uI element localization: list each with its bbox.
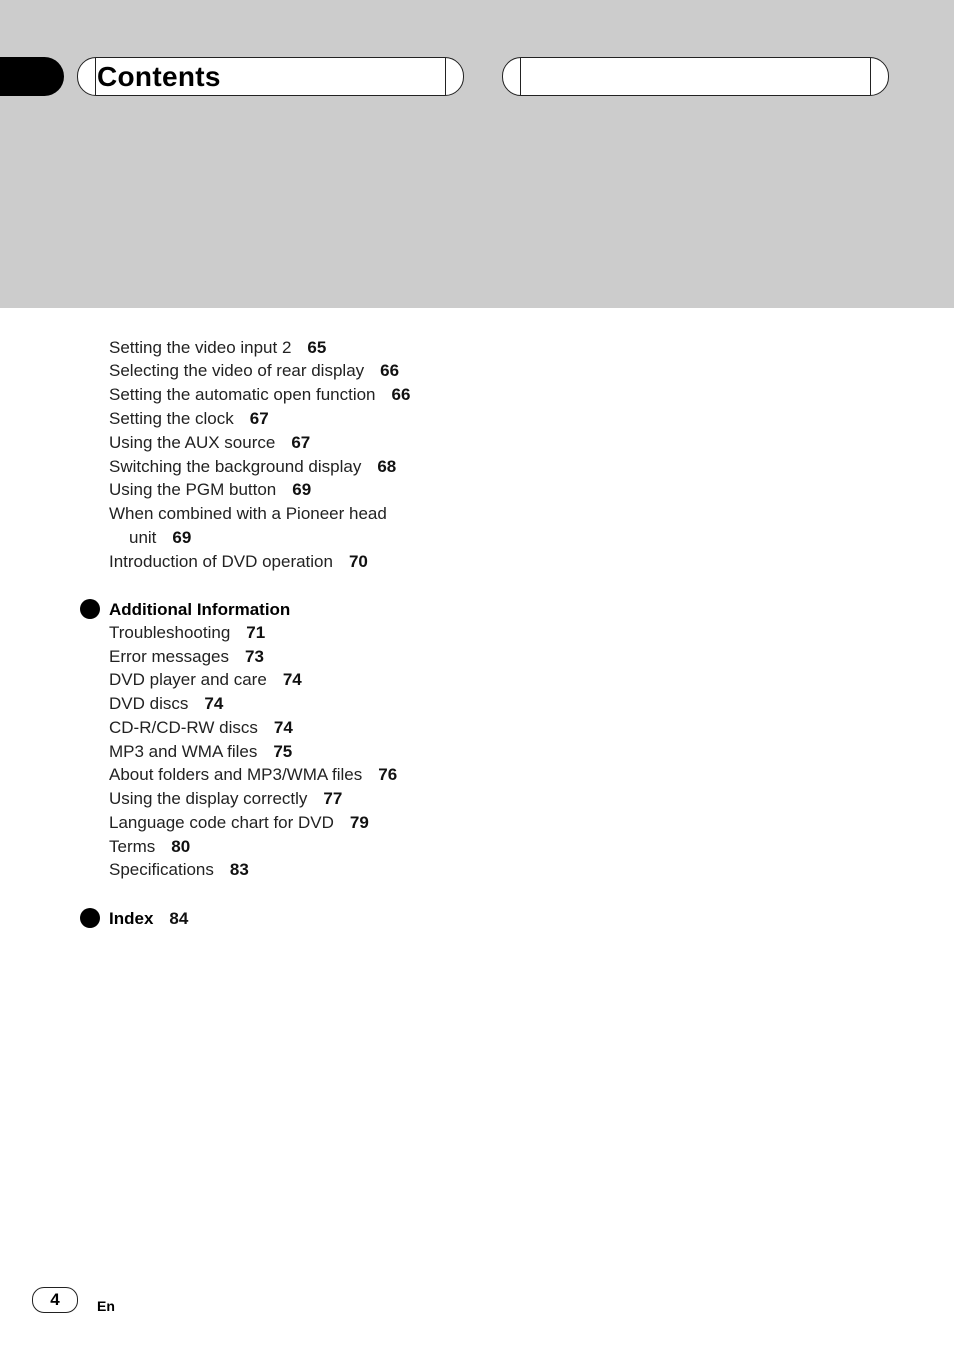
toc-entry[interactable]: DVD player and care 74	[109, 670, 302, 689]
toc-entry[interactable]: Setting the video input 2 65	[109, 338, 327, 357]
section-heading-additional-information[interactable]: Additional Information	[80, 599, 290, 620]
toc-entry[interactable]: Specifications 83	[109, 860, 249, 879]
toc-entry[interactable]: Introduction of DVD operation 70	[109, 552, 368, 571]
toc-entry[interactable]: About folders and MP3/WMA files 76	[109, 765, 398, 784]
title-box-right-rule	[445, 58, 446, 95]
toc-entry[interactable]: When combined with a Pioneer head	[109, 504, 387, 523]
header-band	[0, 0, 954, 308]
toc-entry[interactable]: Using the PGM button 69	[109, 480, 312, 499]
section-tab-marker	[0, 57, 64, 96]
toc-entry[interactable]: Using the display correctly 77	[109, 789, 343, 808]
toc-entry[interactable]: Terms 80	[109, 837, 191, 856]
toc-entry[interactable]: CD-R/CD-RW discs 74	[109, 718, 293, 737]
toc-entry[interactable]: Switching the background display 68	[109, 457, 397, 476]
section-bullet-icon	[80, 908, 100, 928]
toc-entry[interactable]: Selecting the video of rear display 66	[109, 361, 400, 380]
language-code: En	[97, 1298, 115, 1314]
toc-entry[interactable]: DVD discs 74	[109, 694, 224, 713]
title-box-left-rule	[95, 58, 96, 95]
toc-entry[interactable]: Setting the clock 67	[109, 409, 269, 428]
toc-entry[interactable]: Troubleshooting 71	[109, 623, 266, 642]
section-bullet-icon	[80, 599, 100, 619]
toc-entry-continuation[interactable]: unit 69	[129, 528, 192, 547]
secondary-title-box	[502, 57, 889, 96]
section-heading-index[interactable]: Index 84	[80, 908, 188, 929]
secondary-box-left-rule	[520, 58, 521, 95]
toc-entry[interactable]: Error messages 73	[109, 647, 264, 666]
toc-entry[interactable]: Setting the automatic open function 66	[109, 385, 411, 404]
secondary-box-right-rule	[870, 58, 871, 95]
title-box	[77, 57, 464, 96]
toc-entry[interactable]: MP3 and WMA files 75	[109, 742, 293, 761]
toc-entry[interactable]: Language code chart for DVD 79	[109, 813, 369, 832]
page-number: 4	[32, 1287, 78, 1313]
page-title: Contents	[97, 61, 221, 92]
toc-entry[interactable]: Using the AUX source 67	[109, 433, 311, 452]
